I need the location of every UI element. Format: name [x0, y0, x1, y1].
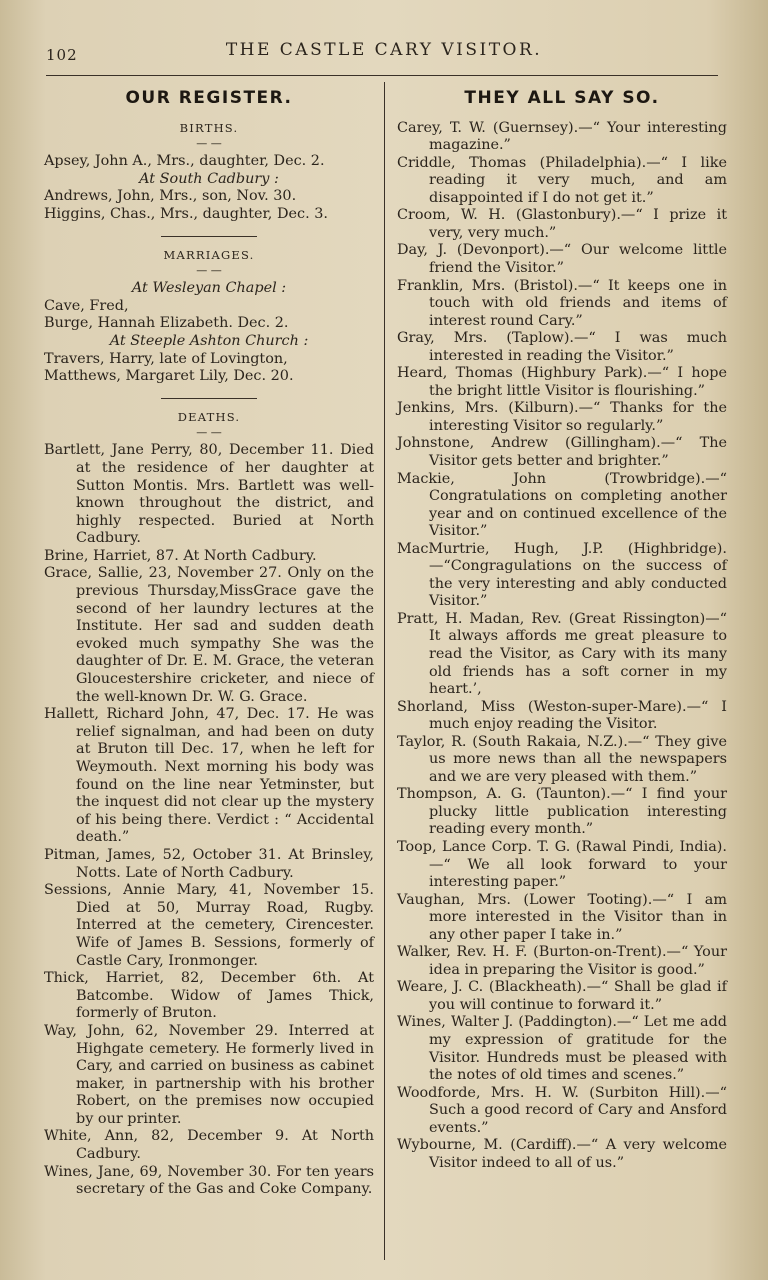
testimonials-column	[397, 85, 727, 1172]
death-entry: Sessions, Annie Mary, 41, November 15. Died at 50, Murray Road, Rugby. Interred at the cemetery, Cirencester. Wife of James B. Sessions, formerly of Castle Cary, Ironmonger.	[44, 882, 374, 969]
testimonial-entry: Wines, Walter J. (Paddington).—“ Let me add my expression of gratitude for the Visitor. Hundreds must be pleased with the notes of old times and scenes.”	[397, 1014, 727, 1084]
births-heading: BIRTHS.	[179, 120, 239, 135]
marriage-entry: Matthews, Margaret Lily, Dec. 20.	[44, 368, 294, 385]
death-entry: Grace, Sallie, 23, November 27. Only on the previous Thursday,MissGrace gave the second of her laundry lectures at the Institute. Her sad and sudden death evoked much sympathy She was the daughter of Dr. E. M. Grace, the veteran Gloucestershire cricketer, and niece of the well-known Dr. W. G. Grace.	[44, 565, 374, 705]
testimonial-entry: Walker, Rev. H. F. (Burton-on-Trent).—“ Your idea in preparing the Visitor is good.”	[397, 944, 727, 978]
testimonial-entry: Toop, Lance Corp. T. G. (Rawal Pindi, India).—“ We all look forward to your interesting paper.”	[397, 839, 727, 891]
register-heading: OUR REGISTER.	[125, 88, 293, 108]
testimonial-entry: Criddle, Thomas (Philadelphia).—“ I like reading it very much, and am disappointed if I do not get it.”	[397, 154, 727, 206]
testimonial-entry: Woodforde, Mrs. H. W. (Surbiton Hill).—“ Such a good record of Cary and Ansford events.”	[397, 1084, 727, 1136]
testimonial-entry: Vaughan, Mrs. (Lower Tooting).—“ I am more interested in the Visitor than in any other paper I take in.”	[397, 891, 727, 943]
births-dash: — —	[196, 137, 222, 151]
testimonial-entry: Carey, T. W. (Guernsey).—“ Your interesting magazine.”	[397, 119, 727, 154]
testimonial-entry: Gray, Mrs. (Taplow).—“ I was much interested in reading the Visitor.”	[397, 330, 727, 364]
section-divider	[161, 236, 257, 237]
birth-location: At South Cadbury :	[139, 170, 279, 187]
death-entry: Hallett, Richard John, 47, Dec. 17. He was relief signalman, and had been on duty at Bruton till Dec. 17, when he left for Weymouth. Next morning his body was found on the line near Yetminster, but the inquest did not clear up the mystery of his being there. Verdict : “ Accidental death.”	[44, 706, 374, 846]
marriage-entry: Burge, Hannah Elizabeth. Dec. 2.	[44, 315, 289, 332]
marriage-entry: Cave, Fred,	[44, 297, 129, 314]
birth-entry: Higgins, Chas., Mrs., daughter, Dec. 3.	[44, 205, 328, 222]
death-entry: Way, John, 62, November 29. Interred at Highgate cemetery. He formerly lived in Cary, and carried on business as cabinet maker, in partnership with his brother Robert, on the premises now occupied by our printer.	[44, 1022, 374, 1127]
death-entry: Pitman, James, 52, October 31. At Brinsley, Notts. Late of North Cadbury.	[44, 846, 374, 881]
testimonial-entry: Jenkins, Mrs. (Kilburn).—“ Thanks for the interesting Visitor so regularly.”	[397, 400, 727, 434]
death-entry: White, Ann, 82, December 9. At North Cadbury.	[44, 1128, 374, 1163]
marriage-entry: Travers, Harry, late of Lovington,	[44, 350, 288, 367]
birth-entry: Apsey, John A., Mrs., daughter, Dec. 2.	[44, 153, 325, 170]
death-entry: Bartlett, Jane Perry, 80, December 11. Died at the residence of her daughter at Sutton Montis. Mrs. Bartlett was well-known throughout the district, and highly respected. Buried at North Cadbury.	[44, 442, 374, 547]
death-entry: Brine, Harriet, 87. At North Cadbury.	[44, 547, 317, 564]
deaths-heading: DEATHS.	[177, 409, 241, 424]
testimonial-entry: MacMurtrie, Hugh, J.P. (Highbridge).—“Congragulations on the success of the very interesting and ably conducted Visitor.”	[397, 540, 727, 610]
testimonial-entry: Pratt, H. Madan, Rev. (Great Rissington)—“ It always affords me great pleasure to read the Visitor, as Cary with its many old friends has a soft corner in my heart.’,	[397, 610, 727, 698]
register-column	[44, 85, 374, 1199]
marriages-dash: — —	[196, 264, 222, 278]
page-number: 102	[46, 46, 78, 64]
deaths-dash: — —	[196, 426, 222, 440]
testimonial-entry: Heard, Thomas (Highbury Park).—“ I hope the bright little Visitor is flourishing.”	[397, 365, 727, 399]
testimonial-entry: Johnstone, Andrew (Gillingham).—“ The Visitor gets better and brighter.”	[397, 435, 727, 469]
testimonial-entry: Mackie, John (Trowbridge).—“ Congratulations on completing another year and on continued excellence of the Visitor.”	[397, 470, 727, 540]
testimonial-entry: Shorland, Miss (Weston-super-Mare).—“ I much enjoy reading the Visitor.	[397, 698, 727, 733]
section-divider	[161, 398, 257, 399]
header-rule	[46, 75, 718, 76]
testimonial-entry: Taylor, R. (South Rakaia, N.Z.).—“ They give us more news than all the newspapers and we are very pleased with them.”	[397, 733, 727, 785]
testimonial-entry: Wybourne, M. (Cardiff).—“ A very welcome Visitor indeed to all of us.”	[397, 1137, 727, 1171]
page-header	[40, 38, 728, 68]
testimonial-entry: Day, J. (Devonport).—“ Our welcome little friend the Visitor.”	[397, 242, 727, 276]
testimonial-entry: Franklin, Mrs. (Bristol).—“ It keeps one in touch with old friends and items of interest round Cary.”	[397, 277, 727, 329]
marriage-location: At Wesleyan Chapel :	[131, 280, 287, 297]
testimonial-entry: Croom, W. H. (Glastonbury).—“ I prize it very, very much.”	[397, 207, 727, 241]
death-entry: Wines, Jane, 69, November 30. For ten years secretary of the Gas and Coke Company.	[44, 1163, 374, 1198]
testimonial-entry: Weare, J. C. (Blackheath).—“ Shall be glad if you will continue to forward it.”	[397, 979, 727, 1013]
marriage-location: At Steeple Ashton Church :	[109, 332, 309, 349]
testimonials-heading: THEY ALL SAY SO.	[464, 88, 660, 108]
birth-entry: Andrews, John, Mrs., son, Nov. 30.	[44, 188, 297, 205]
running-title: THE CASTLE CARY VISITOR.	[225, 40, 543, 60]
death-entry: Thick, Harriet, 82, December 6th. At Batcombe. Widow of James Thick, formerly of Bruton.	[44, 970, 374, 1022]
testimonial-entry: Thompson, A. G. (Taunton).—“ I find your plucky little publication interesting reading every month.”	[397, 786, 727, 838]
column-divider	[384, 82, 385, 1260]
marriages-heading: MARRIAGES.	[163, 247, 255, 262]
